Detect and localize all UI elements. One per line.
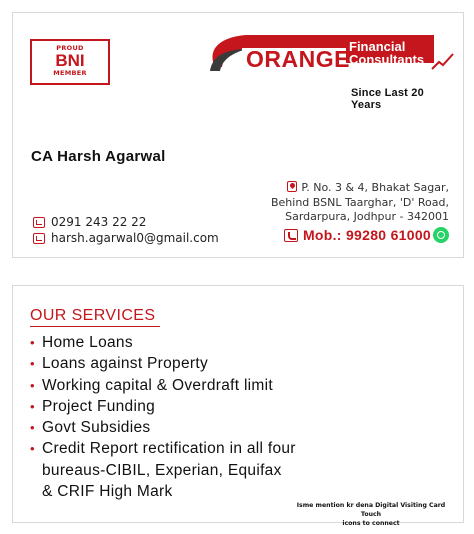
service-label: Govt Subsidies	[42, 419, 151, 437]
note-line-1: Isme mention kr dena Digital Visiting Card Touch	[296, 502, 446, 518]
business-card-back	[12, 285, 464, 527]
list-item: • Project Funding	[30, 396, 296, 417]
services-title: OUR SERVICES	[30, 307, 160, 327]
address-line-2: Behind BSNL Taarghar, 'D' Road,	[270, 195, 449, 209]
list-item: • Credit Report rectification in all four bureaus-CIBIL, Experian, Equifax & CRIF High Mark	[30, 438, 296, 502]
service-label: Home Loans	[42, 334, 133, 351]
address-line-1: P. No. 3 & 4, Bhakat Sagar,	[301, 181, 449, 194]
brand-line-1: Financial	[349, 39, 406, 54]
list-item: • Working capital & Overdraft limit	[30, 375, 296, 396]
contact-block	[33, 214, 219, 246]
brand-subtitle	[349, 40, 424, 66]
mobile-number[interactable]: Mob.: 99280 61000	[302, 227, 431, 243]
bni-proud: PROUD	[56, 44, 84, 52]
phone-number[interactable]: 0291 243 22 22	[51, 215, 147, 229]
list-item: • Loans against Property	[30, 353, 296, 374]
brand-name: ORANGE	[246, 46, 350, 72]
phone-icon	[33, 217, 45, 228]
person-name: CA Harsh Agarwal	[31, 148, 166, 165]
brand-line-2: Consultants	[349, 52, 425, 67]
email-address[interactable]: harsh.agarwal0@gmail.com	[51, 231, 219, 245]
list-item: • Home Loans	[30, 332, 296, 353]
service-label: Project Funding	[42, 397, 156, 415]
service-label: Working capital & Overdraft limit	[42, 376, 273, 394]
orange-logo	[206, 29, 456, 111]
bni-member: MEMBER	[53, 69, 87, 77]
location-pin-icon	[287, 181, 297, 192]
brand-since: Since Last 20 Years	[351, 87, 424, 111]
note-line-2: icons to connect	[342, 520, 400, 527]
growth-chart-icon	[431, 51, 457, 77]
service-label: Credit Report rectification in all four bureaus-CIBIL, Experian, Equifax & CRIF High Mark	[42, 440, 296, 501]
address-block	[271, 181, 449, 225]
address-line-3: Sardarpura, Jodhpur - 342001	[285, 210, 449, 223]
mobile-row	[284, 227, 449, 243]
bni-badge	[30, 39, 110, 85]
annotation-note	[291, 501, 451, 528]
business-card-front	[12, 12, 464, 258]
list-item: • Govt Subsidies	[30, 417, 296, 438]
service-label: Loans against Property	[42, 355, 209, 373]
services-list	[30, 332, 296, 502]
bni-logo: BNI	[55, 51, 85, 70]
mobile-icon	[284, 229, 298, 242]
email-icon	[33, 233, 45, 244]
whatsapp-icon[interactable]	[433, 227, 449, 243]
